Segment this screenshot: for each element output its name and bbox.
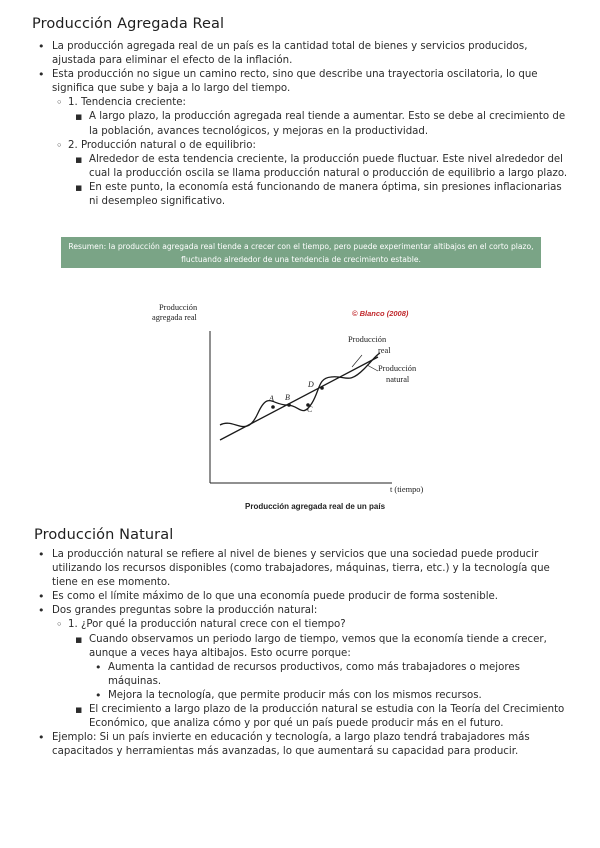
real-label-pointer xyxy=(352,355,362,367)
list-item: ▪ Cuando observamos un periodo largo de tiempo, vemos que la economía tiende a crecer, aunque a veces haya altibajos. Esto ocurre porque: xyxy=(0,633,574,661)
bullet-circle-icon xyxy=(56,139,63,154)
bullet-dot-icon xyxy=(95,661,102,676)
summary-text: Resumen: la producción agregada real tiende a crecer con el tiempo, pero puede experimentar altibajos en el corto plazo, fluctuando alrededor de una tendencia de crecimiento estable. xyxy=(68,241,534,264)
list-item: ◦ 1. ¿Por qué la producción natural crece con el tiempo? xyxy=(0,618,574,632)
production-figure xyxy=(140,295,460,520)
bullet-square-icon xyxy=(75,153,82,168)
natural-label-line1: Producción xyxy=(378,364,417,373)
bullet-square-icon xyxy=(75,110,82,125)
natural-production-line xyxy=(220,357,378,440)
list-item: • Es como el límite máximo de lo que una economía puede producir de forma sostenible. xyxy=(0,590,574,604)
section2-list xyxy=(0,548,600,759)
list-item: • Esta producción no sigue un camino recto, sino que describe una trayectoria oscilatoria, lo que significa que sube y baja a lo largo del tiempo. xyxy=(0,68,574,96)
bullet-circle-icon xyxy=(56,96,63,111)
list-item: ▪ El crecimiento a largo plazo de la producción natural se estudia con la Teoría del Crecimiento Económico, que analiza cómo y por qué un país puede producir más en el futuro. xyxy=(0,703,574,731)
bullet-dot-icon xyxy=(38,590,45,605)
point-d-marker xyxy=(320,386,324,390)
section1-body xyxy=(0,40,600,209)
list-item: • La producción agregada real de un país es la cantidad total de bienes y servicios producidos, ajustada para eliminar el efecto de la inflación. xyxy=(0,40,574,68)
figure-caption: Producción agregada real de un país xyxy=(245,502,386,511)
section2-body xyxy=(0,548,600,759)
point-a-marker xyxy=(271,405,275,409)
list-item: • Dos grandes preguntas sobre la producción natural: xyxy=(0,604,574,618)
bullet-dot-icon xyxy=(38,548,45,563)
bullet-dot-icon xyxy=(38,731,45,746)
list-item: • Aumenta la cantidad de recursos productivos, como más trabajadores o mejores máquinas. xyxy=(0,661,574,689)
figure-credit: © Blanco (2008) xyxy=(352,309,409,318)
real-label-line1: Producción xyxy=(348,335,387,344)
bullet-square-icon xyxy=(75,181,82,196)
bullet-dot-icon xyxy=(38,604,45,619)
point-d-label: D xyxy=(308,380,314,389)
bullet-square-icon xyxy=(75,703,82,718)
point-b-label: B xyxy=(285,393,290,402)
list-item: ◦ 2. Producción natural o de equilibrio: xyxy=(0,139,574,153)
natural-label-line2: natural xyxy=(386,375,410,384)
point-b-marker xyxy=(287,403,291,407)
y-axis-label-line1: Producción xyxy=(159,303,198,312)
section1-list xyxy=(0,40,600,209)
point-a-label: A xyxy=(269,394,274,403)
bullet-dot-icon xyxy=(38,40,45,55)
summary-box xyxy=(61,237,541,268)
natural-label-pointer xyxy=(367,365,378,371)
list-item: ◦ 1. Tendencia creciente: xyxy=(0,96,574,110)
section-title-produccion-agregada-real: Producción Agregada Real xyxy=(32,16,225,32)
list-item: ▪ Alrededor de esta tendencia creciente, la producción puede fluctuar. Este nivel alrededor del cual la producción oscila se llama producción natural o producción de equilibrio a largo plazo. xyxy=(0,153,574,181)
bullet-circle-icon xyxy=(56,618,63,633)
list-item: ▪ En este punto, la economía está funcionando de manera óptima, sin presiones inflacionarias ni desempleo significativo. xyxy=(0,181,574,209)
bullet-dot-icon xyxy=(38,68,45,83)
point-c-label: C xyxy=(307,405,313,414)
list-item: • Ejemplo: Si un país invierte en educación y tecnología, a largo plazo tendrá trabajadores más capacitados y herramientas más avanzadas, lo que aumentará su capacidad para producir. xyxy=(0,731,574,759)
list-item: ▪ A largo plazo, la producción agregada real tiende a aumentar. Esto se debe al crecimiento de la población, avances tecnológicos, y mejoras en la productividad. xyxy=(0,110,574,138)
real-label-line2: real xyxy=(378,346,391,355)
list-item: • Mejora la tecnología, que permite producir más con los mismos recursos. xyxy=(0,689,574,703)
section-title-produccion-natural: Producción Natural xyxy=(34,527,174,543)
bullet-dot-icon xyxy=(95,689,102,704)
real-production-curve xyxy=(220,353,380,427)
x-axis-label: t (tiempo) xyxy=(390,485,424,494)
bullet-square-icon xyxy=(75,633,82,648)
y-axis-label-line2: agregada real xyxy=(152,313,197,322)
list-item: • La producción natural se refiere al nivel de bienes y servicios que una sociedad puede producir utilizando los recursos disponibles (como trabajadores, máquinas, tierra, etc.) y la tecnología que tiene en ese momento. xyxy=(0,548,574,590)
